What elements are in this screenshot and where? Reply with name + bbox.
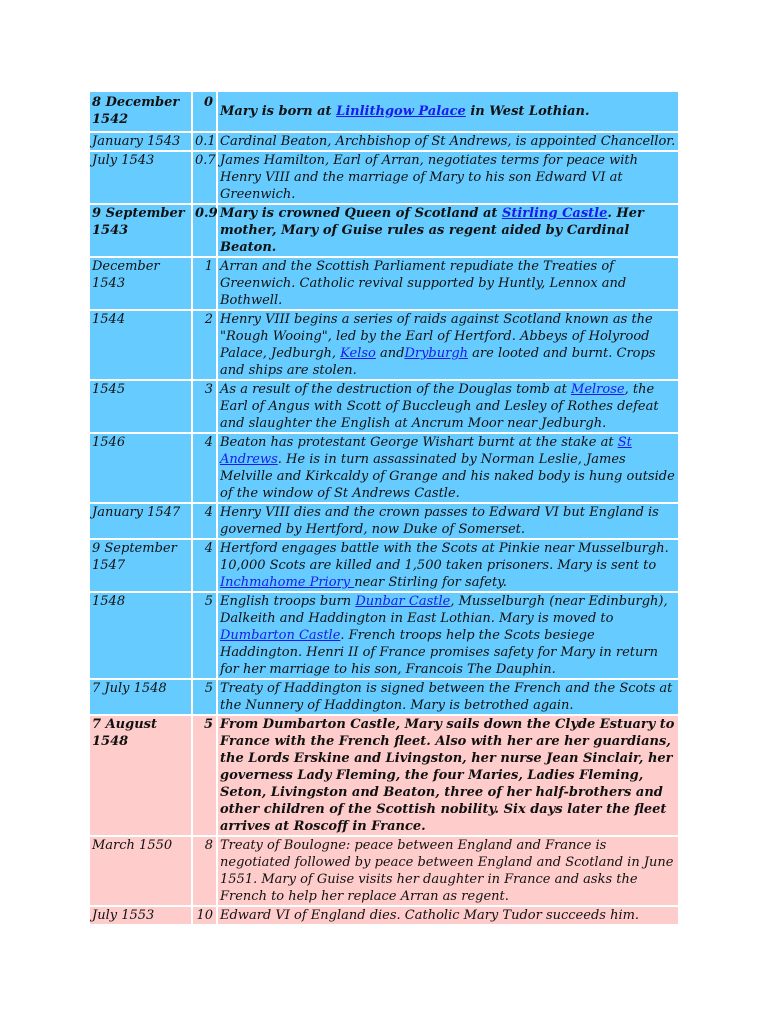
timeline-row bbox=[90, 837, 678, 905]
timeline-body bbox=[90, 92, 678, 924]
timeline-row bbox=[90, 381, 678, 432]
place-link[interactable]: Dryburgh bbox=[404, 346, 469, 361]
place-link[interactable]: Stirling Castle bbox=[501, 206, 608, 221]
mary-age: 0 bbox=[193, 92, 216, 131]
event-description bbox=[218, 540, 678, 591]
event-text: Arran and the Scottish Parliament repudiate the Treaties of Greenwich. Catholic revival supported by Huntly, Lennox and Bothwell. bbox=[220, 259, 627, 308]
place-link[interactable]: Melrose bbox=[571, 382, 625, 397]
event-description bbox=[218, 837, 678, 905]
place-link[interactable]: St Andrews bbox=[220, 435, 632, 467]
event-description bbox=[218, 504, 678, 538]
event-text: . Her mother, Mary of Guise rules as regent aided by Cardinal Beaton. bbox=[220, 206, 644, 255]
event-text: English troops burn bbox=[220, 594, 356, 609]
event-date: 1548 bbox=[90, 593, 191, 678]
mary-age: 5 bbox=[193, 716, 216, 835]
event-text: . He is in turn assassinated by Norman Leslie, James Melville and Kirkcaldy of Grange and his naked body is hung outside of the window of St Andrews Castle. bbox=[220, 452, 675, 501]
event-text: are looted and burnt. Crops and ships are stolen. bbox=[220, 346, 656, 378]
event-date: 7 August 1548 bbox=[90, 716, 191, 835]
event-text: James Hamilton, Earl of Arran, negotiates terms for peace with Henry VIII and the marriage of Mary to his son Edward VI at Greenwich. bbox=[220, 153, 638, 202]
event-text: Treaty of Haddington is signed between the French and the Scots at the Nunnery of Haddington. Mary is betrothed again. bbox=[220, 681, 673, 713]
timeline-row bbox=[90, 680, 678, 714]
event-description bbox=[218, 593, 678, 678]
event-text: , Musselburgh (near Edinburgh), Dalkeith and Haddington in East Lothian. Mary is moved to bbox=[220, 594, 668, 626]
event-text: Beaton has protestant George Wishart burnt at the stake at bbox=[220, 435, 618, 450]
event-text: Henry VIII begins a series of raids against Scotland known as the "Rough Wooing", led by the Earl of Hertford. Abbeys of Holyrood Palace, Jedburgh, bbox=[220, 312, 653, 361]
place-link[interactable]: Dumbarton Castle bbox=[220, 628, 341, 643]
event-text: near Stirling for safety. bbox=[354, 575, 507, 590]
timeline-row bbox=[90, 434, 678, 502]
timeline-table bbox=[88, 90, 680, 926]
event-date: 1545 bbox=[90, 381, 191, 432]
mary-age: 0.1 bbox=[195, 134, 216, 149]
event-text: , the Earl of Angus with Scott of Buccleugh and Lesley of Rothes defeat and slaughter the English at Ancrum Moor near Jedburgh. bbox=[220, 382, 659, 431]
event-text: Cardinal Beaton, Archbishop of St Andrews, is appointed Chancellor. bbox=[220, 134, 676, 149]
mary-age: 4 bbox=[193, 540, 216, 591]
mary-age: 0.9 bbox=[193, 205, 216, 256]
mary-age: 2 bbox=[193, 311, 216, 379]
event-date: January 1547 bbox=[90, 504, 191, 538]
event-description bbox=[218, 907, 678, 924]
event-date: 1546 bbox=[90, 434, 191, 502]
event-date: March 1550 bbox=[90, 837, 191, 905]
event-description bbox=[218, 152, 678, 203]
place-link[interactable]: Inchmahome Priory bbox=[220, 575, 355, 590]
event-date: 7 July 1548 bbox=[90, 680, 191, 714]
event-description bbox=[218, 133, 678, 150]
place-link[interactable]: Kelso bbox=[340, 346, 376, 361]
mary-age: 4 bbox=[193, 504, 216, 538]
mary-age: 5 bbox=[193, 593, 216, 678]
timeline-row bbox=[90, 133, 678, 150]
timeline-row bbox=[90, 92, 678, 131]
event-text: Hertford engages battle with the Scots at Pinkie near Musselburgh. 10,000 Scots are killed and 1,500 taken prisoners. Mary is sent to bbox=[220, 541, 669, 573]
mary-age: 8 bbox=[193, 837, 216, 905]
event-text: . French troops help the Scots besiege Haddington. Henri II of France promises safety for Mary in return for her marriage to his son, Francois The Dauphin. bbox=[220, 628, 658, 677]
mary-age: 1 bbox=[193, 258, 216, 309]
event-date: 1544 bbox=[90, 311, 191, 379]
mary-age: 3 bbox=[193, 381, 216, 432]
event-description bbox=[218, 381, 678, 432]
event-date: December 1543 bbox=[90, 258, 191, 309]
timeline-row bbox=[90, 205, 678, 256]
event-date: July 1553 bbox=[90, 907, 191, 924]
event-text: Mary is born at bbox=[220, 103, 337, 119]
timeline-row bbox=[90, 152, 678, 203]
event-date: 8 December 1542 bbox=[90, 92, 191, 131]
event-text: Edward VI of England dies. Catholic Mary Tudor succeeds him. bbox=[220, 908, 640, 923]
timeline-row bbox=[90, 593, 678, 678]
place-link[interactable]: Dunbar Castle bbox=[355, 594, 451, 609]
event-text: Treaty of Boulogne: peace between England and France is negotiated followed by peace between England and Scotland in June 1551. Mary of Guise visits her daughter in France and asks the French to help her replace Arran as regent. bbox=[220, 838, 674, 904]
event-text: Mary is crowned Queen of Scotland at bbox=[220, 206, 502, 221]
mary-age: 5 bbox=[193, 680, 216, 714]
mary-age: 10 bbox=[193, 907, 216, 924]
event-description bbox=[218, 258, 678, 309]
event-description bbox=[218, 205, 678, 256]
event-description bbox=[218, 434, 678, 502]
timeline-row bbox=[90, 311, 678, 379]
event-description bbox=[218, 92, 678, 131]
event-text: in West Lothian. bbox=[465, 103, 590, 119]
timeline-row bbox=[90, 907, 678, 924]
event-text: and bbox=[375, 346, 405, 361]
timeline-row bbox=[90, 540, 678, 591]
timeline-row bbox=[90, 504, 678, 538]
event-text: As a result of the destruction of the Douglas tomb at bbox=[220, 382, 572, 397]
timeline-row bbox=[90, 258, 678, 309]
event-date: July 1543 bbox=[90, 152, 191, 203]
event-text: Henry VIII dies and the crown passes to Edward VI but England is governed by Hertford, now Duke of Somerset. bbox=[220, 505, 659, 537]
place-link[interactable]: Linlithgow Palace bbox=[336, 103, 466, 119]
event-date: 9 September 1543 bbox=[90, 205, 191, 256]
mary-age: 0.7 bbox=[193, 152, 216, 203]
event-date: 9 September 1547 bbox=[90, 540, 191, 591]
event-date: January 1543 bbox=[90, 133, 191, 150]
mary-age: 4 bbox=[193, 434, 216, 502]
event-description bbox=[218, 716, 678, 835]
event-text: From Dumbarton Castle, Mary sails down the Clyde Estuary to France with the French fleet. Also with her are her guardians, the Lords Erskine and Livingston, her nurse Jean Sinclair, her governess Lady Fleming, the four Maries, Ladies Fleming, Seton, Livingston and Beaton, three of her half-brothers and other children of the Scottish nobility. Six days later the fleet arrives at Roscoff in France. bbox=[220, 717, 675, 834]
timeline-row bbox=[90, 716, 678, 835]
event-description bbox=[218, 680, 678, 714]
event-description bbox=[218, 311, 678, 379]
